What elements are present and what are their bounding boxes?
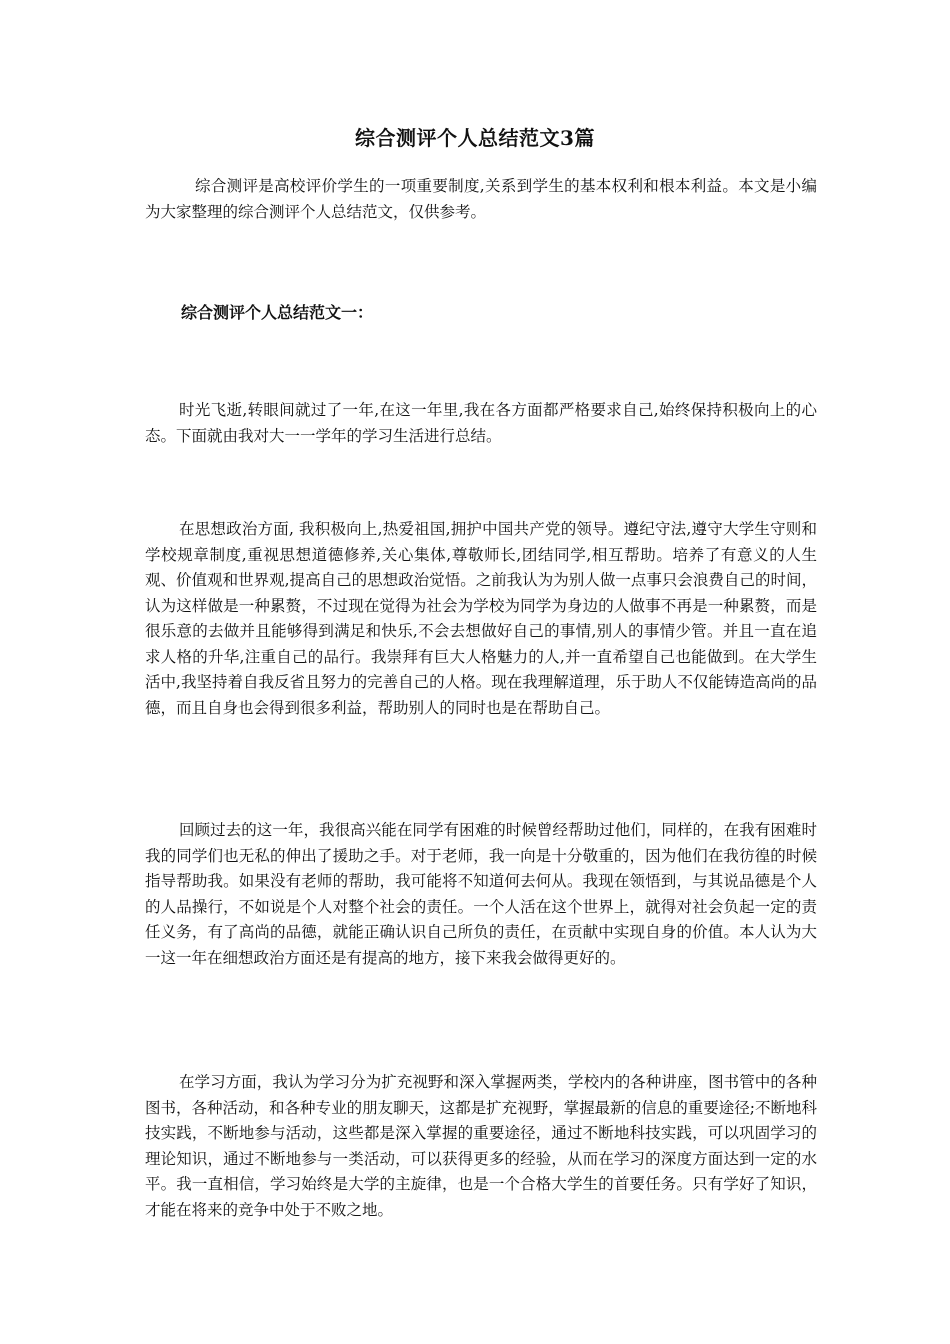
document-title: 综合测评个人总结范文3篇 (355, 126, 595, 150)
body-paragraph-1: 时光飞逝,转眼间就过了一年,在这一年里,我在各方面都严格要求自己,始终保持积极向上的心态。下面就由我对大一一学年的学习生活进行总结。 (145, 401, 817, 445)
body-paragraph-3: 回顾过去的这一年，我很高兴能在同学有困难的时候曾经帮助过他们，同样的，在我有困难时我的同学们也无私的伸出了援助之手。对于老师，我一向是十分敬重的，因为他们在我彷徨的时候指导帮助我。如果没有老师的帮助，我可能将不知道何去何从。我现在领悟到，与其说品德是个人的人品操行，不如说是个人对整个社会的责任。一个人活在这个世界上，就得对社会负起一定的责任义务，有了高尚的品德，就能正确认识自己所负的责任，在贡献中实现自身的价值。本人认为大一这一年在细想政治方面还是有提高的地方，接下来我会做得更好的。 (145, 821, 817, 967)
section-heading: 综合测评个人总结范文一： (181, 303, 374, 322)
intro-paragraph: 综合测评是高校评价学生的一项重要制度,关系到学生的基本权利和根本利益。本文是小编为大家整理的综合测评个人总结范文，仅供参考。 (145, 177, 817, 221)
body-paragraph-4: 在学习方面，我认为学习分为扩充视野和深入掌握两类，学校内的各种讲座，图书管中的各种图书，各种活动，和各种专业的朋友聊天，这都是扩充视野，掌握最新的信息的重要途径;不断地科技实践，不断地参与活动，这些都是深入掌握的重要途径，通过不断地科技实践，可以巩固学习的理论知识，通过不断地参与一类活动，可以获得更多的经验，从而在学习的深度方面达到一定的水平。我一直相信，学习始终是大学的主旋律，也是一个合格大学生的首要任务。只有学好了知识，才能在将来的竞争中处于不败之地。 (145, 1073, 817, 1219)
body-paragraph-2: 在思想政治方面, 我积极向上,热爱祖国,拥护中国共产党的领导。遵纪守法,遵守大学生守则和学校规章制度,重视思想道德修养,关心集体,尊敬师长,团结同学,相互帮助。培养了有意义的人生观、价值观和世界观,提高自己的思想政治觉悟。之前我认为为别人做一点事只会浪费自己的时间，认为这样做是一种累赘，不过现在觉得为社会为学校为同学为身边的人做事不再是一种累赘，而是很乐意的去做并且能够得到满足和快乐,不会去想做好自己的事情,别人的事情少管。并且一直在追求人格的升华,注重自己的品行。我崇拜有巨大人格魅力的人,并一直希望自己也能做到。在大学生活中,我坚持着自我反省且努力的完善自己的人格。现在我理解道理，乐于助人不仅能铸造高尚的品德，而且自身也会得到很多利益，帮助别人的同时也是在帮助自己。 (145, 520, 817, 717)
